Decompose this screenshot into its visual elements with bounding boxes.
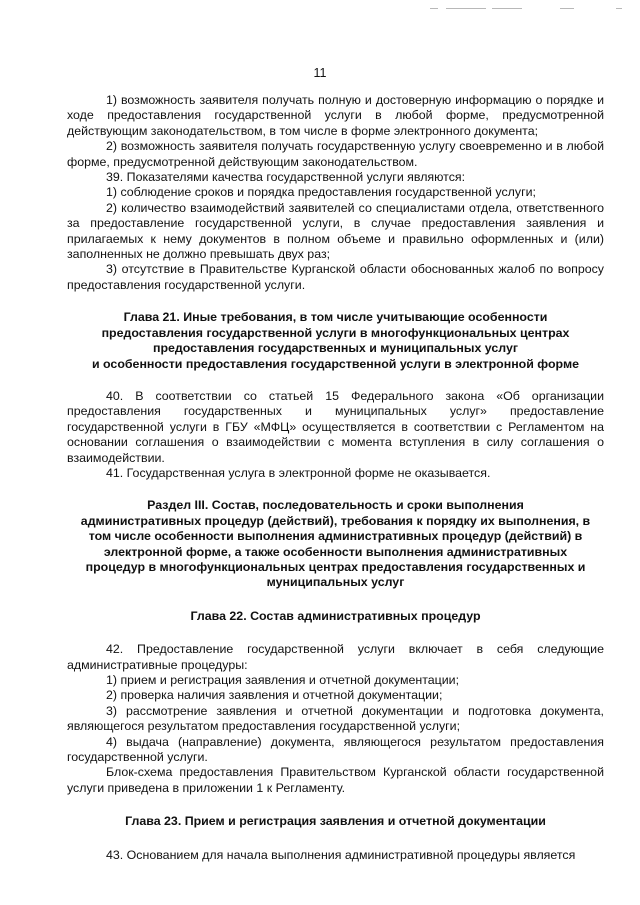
paragraph: 40. В соответствии со статьей 15 Федерального закона «Об организации предоставления государственных и муниципальных услуг» предоставление государственной услуги в ГБУ «МФЦ» осуществляется в соответствии с Регламентом на основании соглашения о взаимодействии с момента вступления в силу соглашения о взаимодействии.: [67, 388, 604, 465]
section-3-heading: [67, 498, 604, 590]
heading-line: Глава 21. Иные требования, в том числе учитывающие особенности: [123, 310, 548, 325]
paragraph: 2) количество взаимодействий заявителей со специалистами отдела, ответственного за предоставление государственной услуги, в случае предоставления заявления и прилагаемых к нему документов в полном объеме и правильно оформленных и (или) заполненных не должно превышать двух раз;: [67, 200, 604, 262]
heading-line: Раздел III. Состав, последовательность и сроки выполнения: [147, 498, 524, 513]
paragraph: 4) выдача (направление) документа, являющегося результатом предоставления государственной услуги.: [67, 734, 604, 765]
chapter-21-heading: [67, 310, 604, 372]
heading-line: предоставления государственных и муниципальных услуг: [152, 341, 519, 356]
paragraph: 3) рассмотрение заявления и отчетной документации и подготовка документа, являющегося результатом предоставления государственной услуги;: [67, 703, 604, 734]
heading-line: процедур в многофункциональных центрах предоставления государственных и: [85, 559, 586, 574]
paragraph: 41. Государственная услуга в электронной форме не оказывается.: [106, 465, 491, 480]
paragraph: Блок-схема предоставления Правительством Курганской области государственной услуги приведена в приложении 1 к Регламенту.: [67, 765, 604, 795]
paragraph: 2) возможность заявителя получать государственную услугу своевременно и в любой форме, предусмотренной действующим законодательством.: [67, 139, 604, 169]
page-number: 11: [313, 66, 327, 80]
paragraph: 39. Показателями качества государственной услуги являются:: [106, 170, 466, 185]
paragraph: 1) прием и регистрация заявления и отчетной документации;: [106, 673, 460, 687]
heading-line: административных процедур (действий), требования к порядку их выполнения, в: [80, 513, 591, 528]
scan-artifact-marks: [430, 6, 630, 12]
heading-line: и особенности предоставления государственной услуги в электронной форме: [91, 356, 580, 371]
paragraph: 42. Предоставление государственной услуги включает в себя следующие административные процедуры:: [67, 642, 604, 672]
paragraph: 43. Основанием для начала выполнения административной процедуры является: [106, 847, 576, 862]
paragraph: 3) отсутствие в Правительстве Курганской области обоснованных жалоб по вопросу предоставления государственной услуги.: [67, 262, 604, 292]
chapter-22-heading: Глава 22. Состав административных процедур: [190, 608, 481, 623]
chapter-23-heading: Глава 23. Прием и регистрация заявления и отчетной документации: [125, 814, 546, 829]
heading-line: том числе особенности выполнения административных процедур (действий) в: [88, 529, 583, 544]
paragraph: 1) возможность заявителя получать полную и достоверную информацию о порядке и ходе предоставления государственной услуги в любой форме, предусмотренной действующим законодательством, в том числе в форме электронного документа;: [67, 93, 604, 138]
heading-line: электронной форме, а также особенности выполнения административных: [103, 544, 568, 559]
paragraph: 2) проверка наличия заявления и отчетной документации;: [106, 688, 443, 703]
heading-line: муниципальных услуг: [266, 575, 405, 590]
document-body: [67, 93, 604, 863]
paragraph: 1) соблюдение сроков и порядка предоставления государственной услуги;: [106, 185, 536, 200]
heading-line: предоставления государственной услуги в многофункциональных центрах: [101, 325, 570, 340]
